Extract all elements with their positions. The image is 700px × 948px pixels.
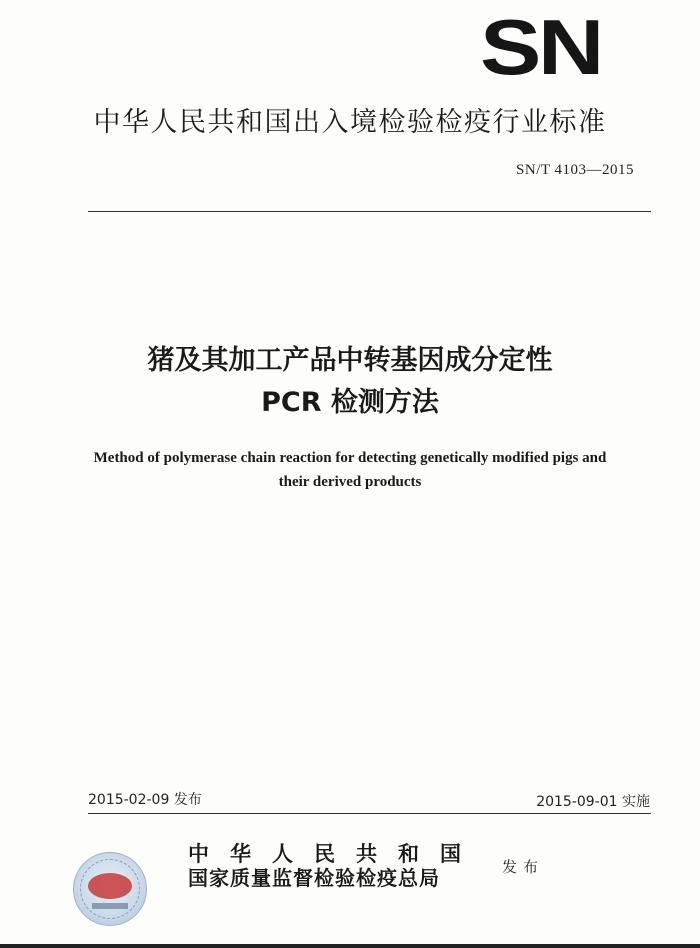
issuing-authority [188, 842, 482, 890]
english-title-line2: their derived products [278, 474, 422, 490]
seal-emblem [88, 873, 132, 899]
bottom-divider [88, 813, 651, 814]
chinese-title [0, 340, 700, 424]
english-title-line1: Method of polymerase chain reaction for detecting genetically modified pigs and [93, 450, 607, 466]
english-title [0, 446, 700, 494]
issuer-agency: 国家质量监督检验检疫总局 [188, 866, 440, 890]
standard-code: SN/T 4103—2015 [516, 162, 634, 178]
implementation-date: 2015-09-01 实施 [536, 794, 650, 810]
chinese-title-line2: PCR 检测方法 [261, 387, 439, 418]
issuer-country: 中华人民共和国 [188, 841, 482, 866]
publish-label: 发布 [502, 858, 545, 876]
chinese-title-line1: 猪及其加工产品中转基因成分定性 [147, 345, 553, 376]
issue-date: 2015-02-09 发布 [88, 792, 202, 808]
page-bottom-edge [0, 944, 700, 948]
sn-logo: SN [480, 3, 601, 91]
seal-band [92, 903, 128, 909]
top-divider [88, 211, 651, 212]
header-title: 中华人民共和国出入境检验检疫行业标准 [93, 107, 607, 138]
anti-counterfeit-seal-icon [73, 852, 147, 926]
